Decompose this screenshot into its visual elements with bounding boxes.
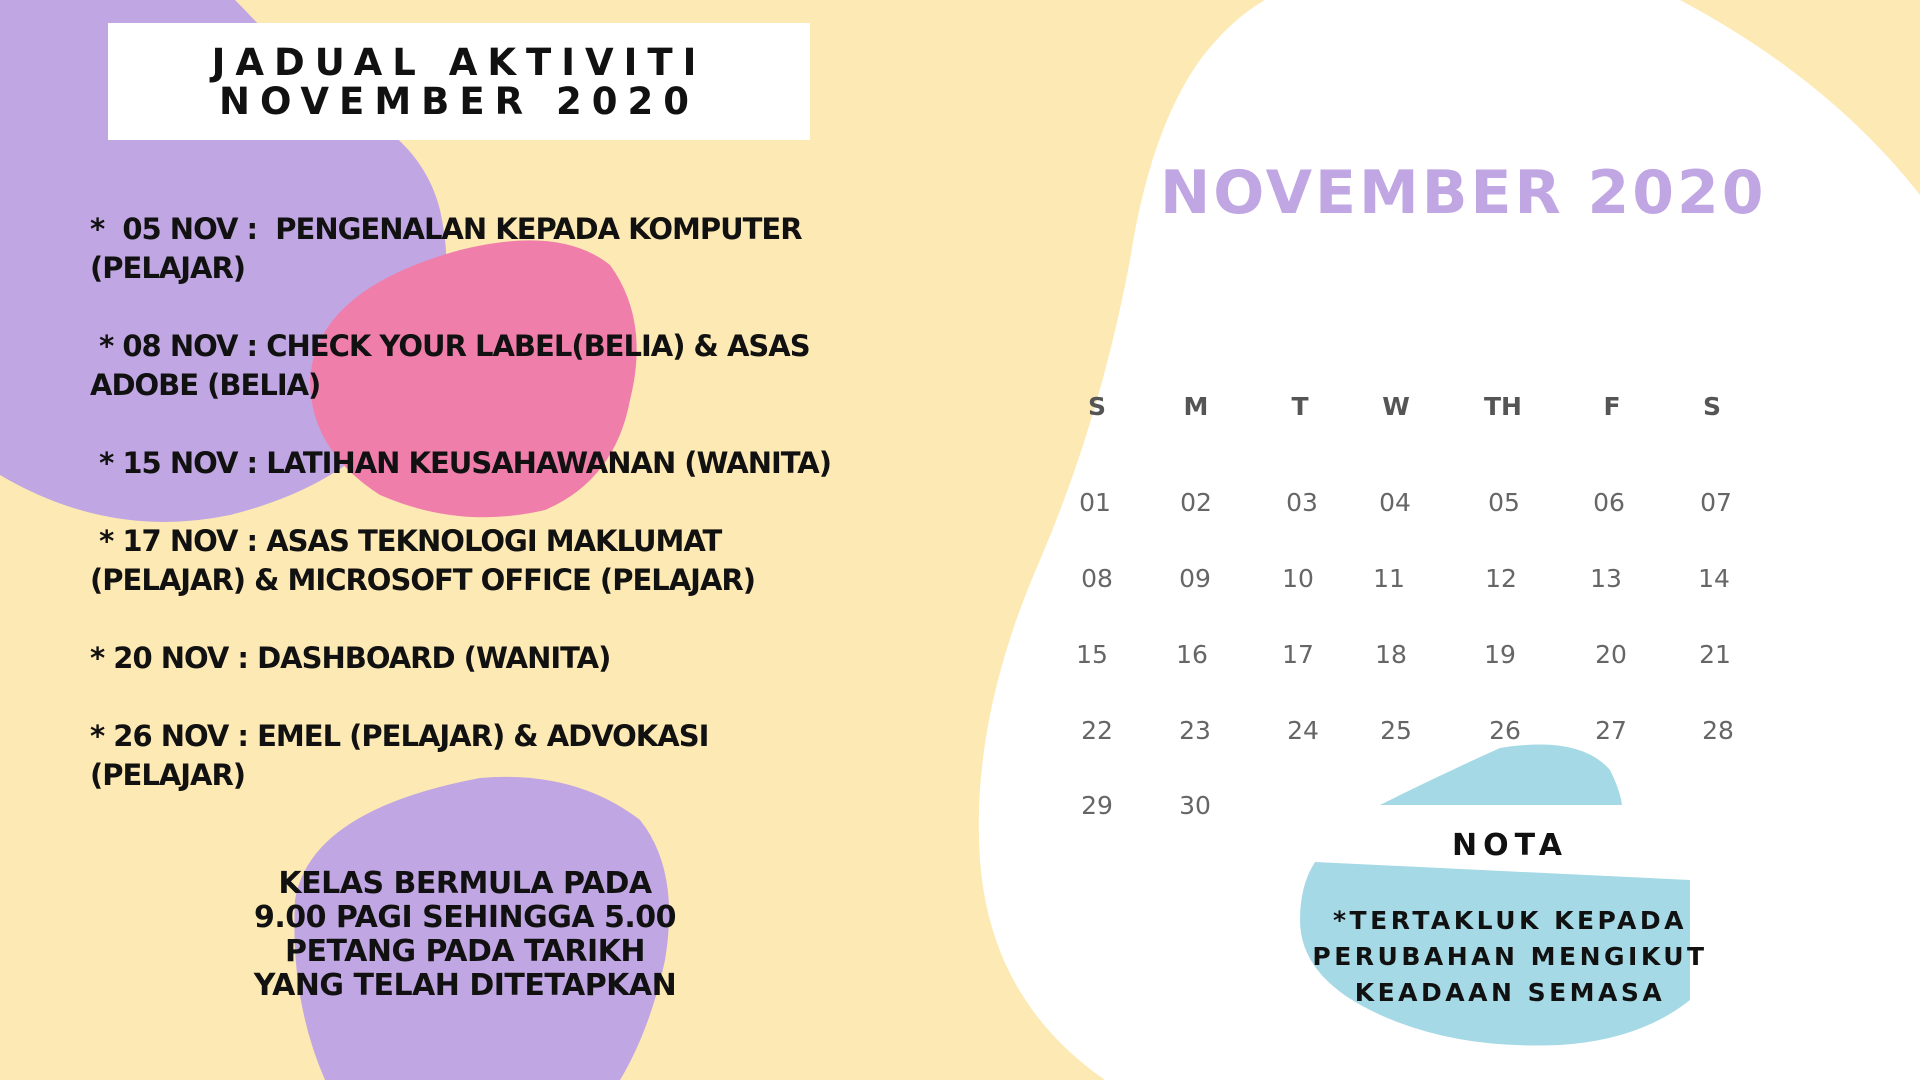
note-line-1: *TERTAKLUK KEPADA [1332, 906, 1687, 935]
calendar-day: 01 [1079, 488, 1111, 517]
schedule-item: * 15 NOV : LATIHAN KEUSAHAWANAN (WANITA) [90, 446, 831, 480]
calendar-day: 24 [1287, 716, 1319, 745]
weekday-sun: S [1087, 392, 1106, 421]
calendar-title: NOVEMBER 2020 [1160, 158, 1767, 228]
calendar-day: 25 [1380, 716, 1412, 745]
calendar-day: 19 [1484, 640, 1516, 669]
calendar-day: 29 [1081, 791, 1113, 820]
title-line-1: JADUAL AKTIVITI [211, 40, 707, 84]
class-note-line-1: KELAS BERMULA PADA [278, 866, 652, 901]
calendar-day: 27 [1595, 716, 1627, 745]
schedule-item: * 26 NOV : EMEL (PELAJAR) & ADVOKASI (PELAJAR) [90, 719, 709, 792]
calendar-day: 13 [1590, 564, 1622, 593]
calendar-day: 23 [1179, 716, 1211, 745]
weekday-mon: M [1183, 392, 1209, 421]
schedule-item: * 17 NOV : ASAS TEKNOLOGI MAKLUMAT (PELAJAR) & MICROSOFT OFFICE (PELAJAR) [90, 524, 755, 597]
calendar-day: 12 [1485, 564, 1517, 593]
weekday-sat: S [1702, 392, 1721, 421]
calendar-day: 20 [1595, 640, 1627, 669]
class-time-note [215, 867, 715, 1003]
note-line-3: KEADAAN SEMASA [1354, 978, 1666, 1007]
calendar-day: 09 [1179, 564, 1211, 593]
calendar-day: 16 [1176, 640, 1208, 669]
calendar-day: 30 [1179, 791, 1211, 820]
weekday-thu: TH [1484, 392, 1522, 421]
note-body [1300, 903, 1720, 1011]
calendar-day: 15 [1076, 640, 1108, 669]
weekday-wed: W [1382, 392, 1410, 421]
calendar-day: 22 [1081, 716, 1113, 745]
class-note-line-2: 9.00 PAGI SEHINGGA 5.00 [253, 900, 677, 935]
weekday-fri: F [1603, 392, 1621, 421]
calendar-day: 17 [1282, 640, 1314, 669]
note-title: NOTA [1452, 828, 1568, 863]
calendar-day: 04 [1379, 488, 1411, 517]
note-line-2: PERUBAHAN MENGIKUT [1312, 942, 1708, 971]
calendar-day: 10 [1282, 564, 1314, 593]
title-line-2: NOVEMBER 2020 [219, 79, 699, 123]
calendar-day: 14 [1698, 564, 1730, 593]
calendar-day: 06 [1593, 488, 1625, 517]
weekday-tue: T [1291, 392, 1309, 421]
calendar-day: 11 [1373, 564, 1405, 593]
calendar-day: 05 [1488, 488, 1520, 517]
schedule-item: * 08 NOV : CHECK YOUR LABEL(BELIA) & ASAS ADOBE (BELIA) [90, 329, 810, 402]
schedule-item: * 20 NOV : DASHBOARD (WANITA) [90, 641, 611, 675]
schedule-item: * 05 NOV : PENGENALAN KEPADA KOMPUTER (PELAJAR) [90, 212, 802, 285]
calendar-day: 07 [1700, 488, 1732, 517]
calendar-day: 03 [1286, 488, 1318, 517]
calendar-day: 28 [1702, 716, 1734, 745]
calendar-day: 21 [1699, 640, 1731, 669]
calendar-day: 18 [1375, 640, 1407, 669]
calendar-day: 02 [1180, 488, 1212, 517]
calendar-day: 26 [1489, 716, 1521, 745]
class-note-line-4: YANG TELAH DITETAPKAN [253, 968, 677, 1003]
class-note-line-3: PETANG PADA TARIKH [285, 934, 645, 969]
title-box [108, 23, 810, 140]
schedule-list [90, 210, 850, 834]
calendar-day: 08 [1081, 564, 1113, 593]
